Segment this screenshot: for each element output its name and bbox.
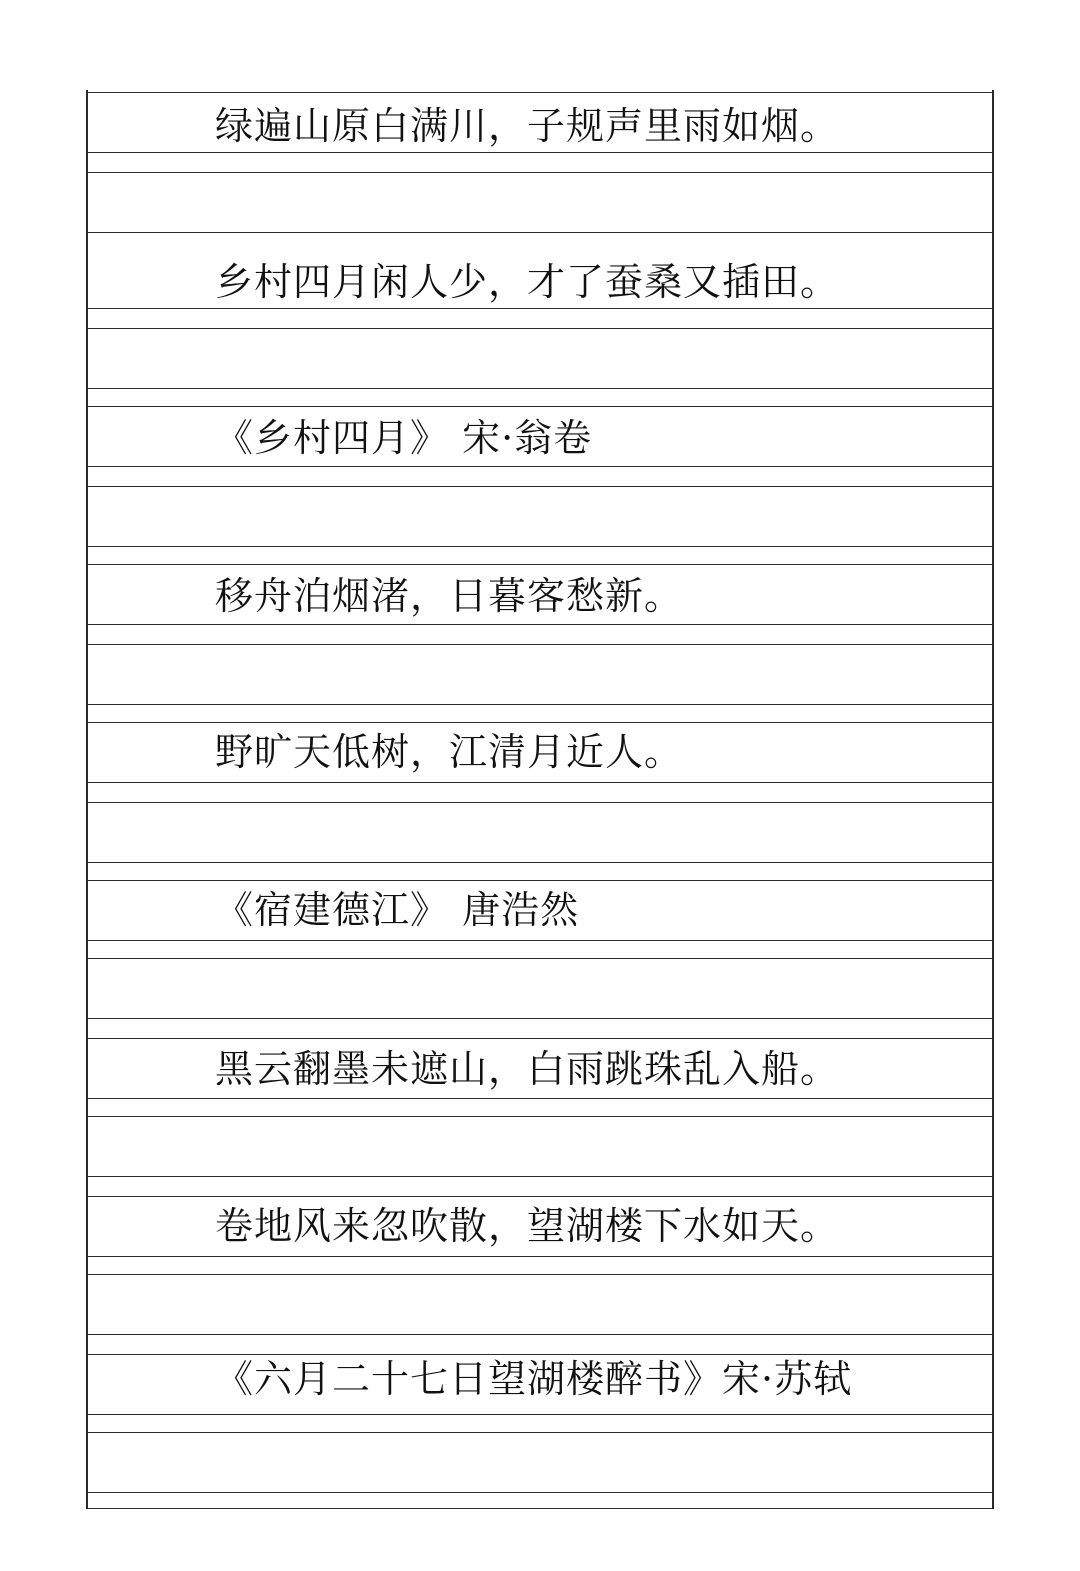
ruled-line	[86, 308, 994, 309]
ruled-line	[86, 958, 994, 959]
ruled-line	[86, 880, 994, 881]
ruled-line	[86, 486, 994, 487]
ruled-line	[86, 546, 994, 547]
ruled-line	[86, 782, 994, 783]
ruled-line	[86, 564, 994, 565]
ruled-line	[86, 1256, 994, 1257]
ruled-line	[86, 644, 994, 645]
poem-citation-2: 《宿建德江》 唐浩然	[215, 888, 580, 932]
ruled-line	[86, 1334, 994, 1335]
ruled-line	[86, 862, 994, 863]
poem-citation-3: 《六月二十七日望湖楼醉书》宋·苏轼	[215, 1357, 853, 1401]
ruled-line	[86, 466, 994, 467]
ruled-line	[86, 388, 994, 389]
poem-line-4: 野旷天低树，江清月近人。	[215, 730, 684, 774]
ruled-line	[86, 406, 994, 407]
ruled-line	[86, 1098, 994, 1099]
poem-line-2: 乡村四月闲人少，才了蚕桑又插田。	[215, 260, 840, 304]
ruled-line	[86, 172, 994, 173]
ruled-line	[86, 704, 994, 705]
poem-line-3: 移舟泊烟渚，日暮客愁新。	[215, 574, 684, 618]
ruled-line	[86, 1176, 994, 1177]
poem-line-6: 卷地风来忽吹散，望湖楼下水如天。	[215, 1204, 840, 1248]
ruled-line	[86, 152, 994, 153]
poem-citation-1: 《乡村四月》 宋·翁卷	[215, 416, 593, 460]
ruled-line	[86, 1274, 994, 1275]
ruled-line	[86, 232, 994, 233]
ruled-line	[86, 1018, 994, 1019]
ruled-line	[86, 624, 994, 625]
poem-line-5: 黑云翻墨未遮山，白雨跳珠乱入船。	[215, 1047, 840, 1091]
ruled-line	[86, 1492, 994, 1493]
ruled-line	[86, 328, 994, 329]
poem-line-1: 绿遍山原白满川，子规声里雨如烟。	[215, 104, 840, 148]
ruled-line	[86, 1432, 994, 1433]
ruled-line	[86, 722, 994, 723]
ruled-line	[86, 802, 994, 803]
ruled-line	[86, 940, 994, 941]
ruled-line	[86, 1038, 994, 1039]
ruled-line	[86, 92, 994, 93]
ruled-line	[86, 1116, 994, 1117]
ruled-line	[86, 1414, 994, 1415]
ruled-line	[86, 1196, 994, 1197]
ruled-line	[86, 1508, 994, 1509]
